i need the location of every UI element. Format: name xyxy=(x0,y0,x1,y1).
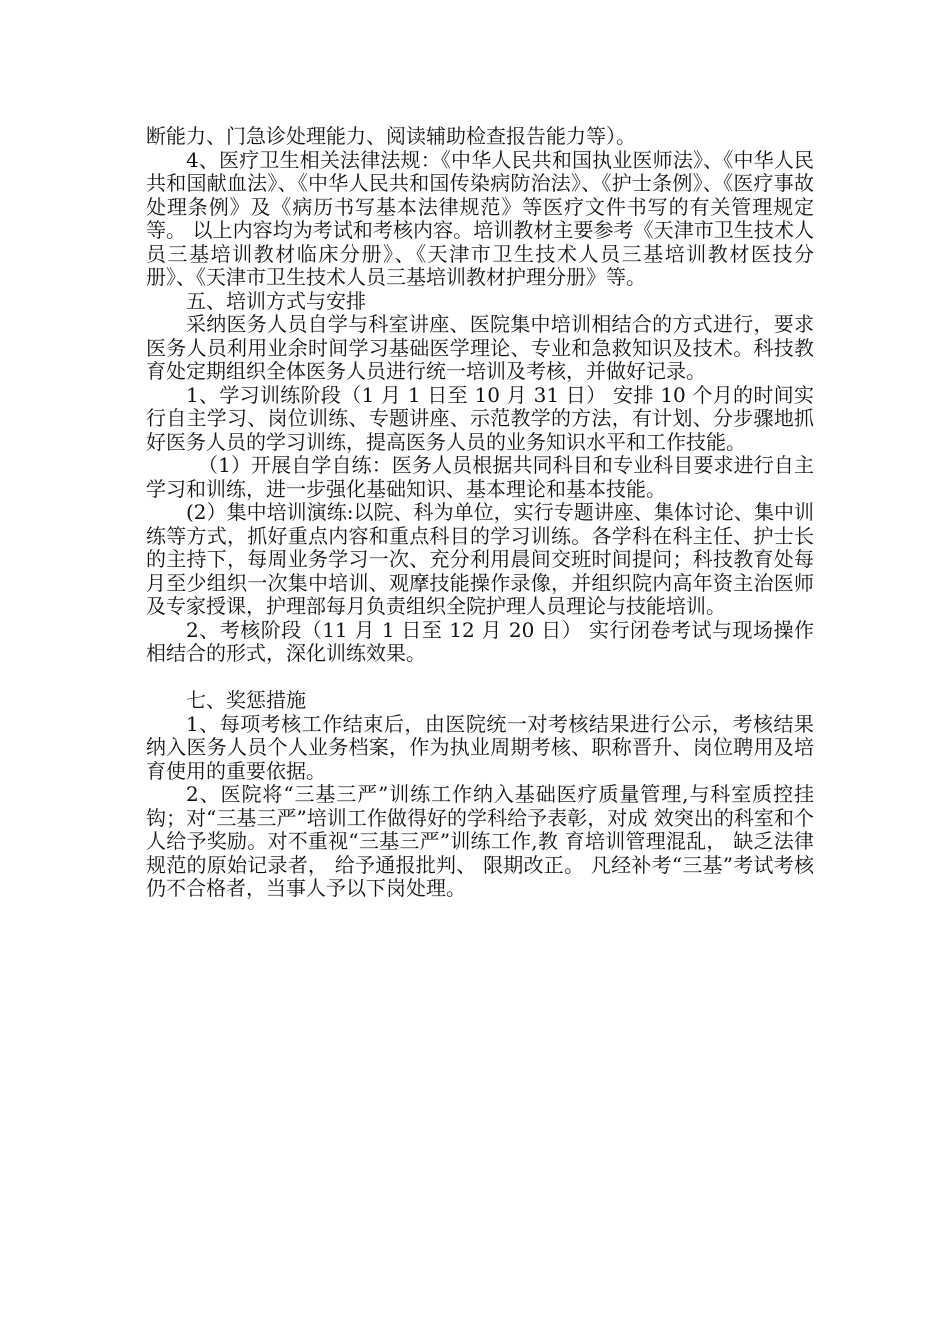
paragraph-reward-1: 1、每项考核工作结束后，由医院统一对考核结果进行公示，考核结果纳入医务人员个人业务档案，作为执业周期考核、职称晋升、岗位聘用及培育使用的重要依据。 xyxy=(146,711,814,783)
paragraph-group-training: (2）集中培训演练:以院、科为单位，实行专题讲座、集体讨论、集中训练等方式，抓好重点内容和重点科目的学习训练。各学科在科主任、护士长的主持下，每周业务学习一次、充分利用晨间交班时间提问；科技教育处每月至少组织一次集中培训、观摩技能操作录像，并组织院内高年资主治医师及专家授课，护理部每月负责组织全院护理人员理论与技能培训。 xyxy=(146,500,814,618)
paragraph-laws: 4、医疗卫生相关法律法规：《中华人民共和国执业医师法》、《中华人民共和国献血法》、《中华人民共和国传染病防治法》、《护士条例》、《医疗事故处理条例》及《病历书写基本法律规范》等医疗文件书写的有关管理规定等。 以上内容均为考试和考核内容。培训教材主要参考《天津市卫生技术人员三基培训教材临床分册》、《天津市卫生技术人员三基培训教材医技分册》、《天津市卫生技术人员三基培训教材护理分册》等。 xyxy=(146,147,814,289)
paragraph-study-stage: 1、学习训练阶段（1 月 1 日至 10 月 31 日） 安排 10 个月的时间实行自主学习、岗位训练、专题讲座、示范教学的方法，有计划、分步骤地抓好医务人员的学习训练，提高医务人员的业务知识水平和工作技能。 xyxy=(146,382,814,454)
document-body xyxy=(146,125,814,901)
section-heading-rewards: 七、奖惩措施 xyxy=(186,688,306,712)
paragraph-self-study: （1）开展自学自练：医务人员根据共同科目和专业科目要求进行自主学习和训练，进一步强化基础知识、基本理论和基本技能。 xyxy=(146,453,814,501)
paragraph-assessment-stage: 2、考核阶段（11 月 1 日至 12 月 20 日） 实行闭卷考试与现场操作相结合的形式，深化训练效果。 xyxy=(146,617,814,665)
paragraph-reward-2: 2、医院将“三基三严”训练工作纳入基础医疗质量管理,与科室质控挂钩；对“三基三严”培训工作做得好的学科给予表彰，对成 效突出的科室和个人给予奖励。对不重视“三基三严”训练工作,教 育培训管理混乱， 缺乏法律规范的原始记录者， 给予通报批判、 限期改正。 凡经补考“三基”考试考核仍不合格者，当事人予以下岗处理。 xyxy=(146,782,814,900)
paragraph-training-method: 采纳医务人员自学与科室讲座、医院集中培训相结合的方式进行，要求医务人员利用业余时间学习基础医学理论、专业和急救知识及技术。科技教育处定期组织全体医务人员进行统一培训及考核，并做好记录。 xyxy=(146,312,814,383)
paragraph-continuation: 断能力、门急诊处理能力、阅读辅助检查报告能力等）。 xyxy=(146,124,636,148)
section-heading-training-method: 五、培训方式与安排 xyxy=(186,288,366,313)
